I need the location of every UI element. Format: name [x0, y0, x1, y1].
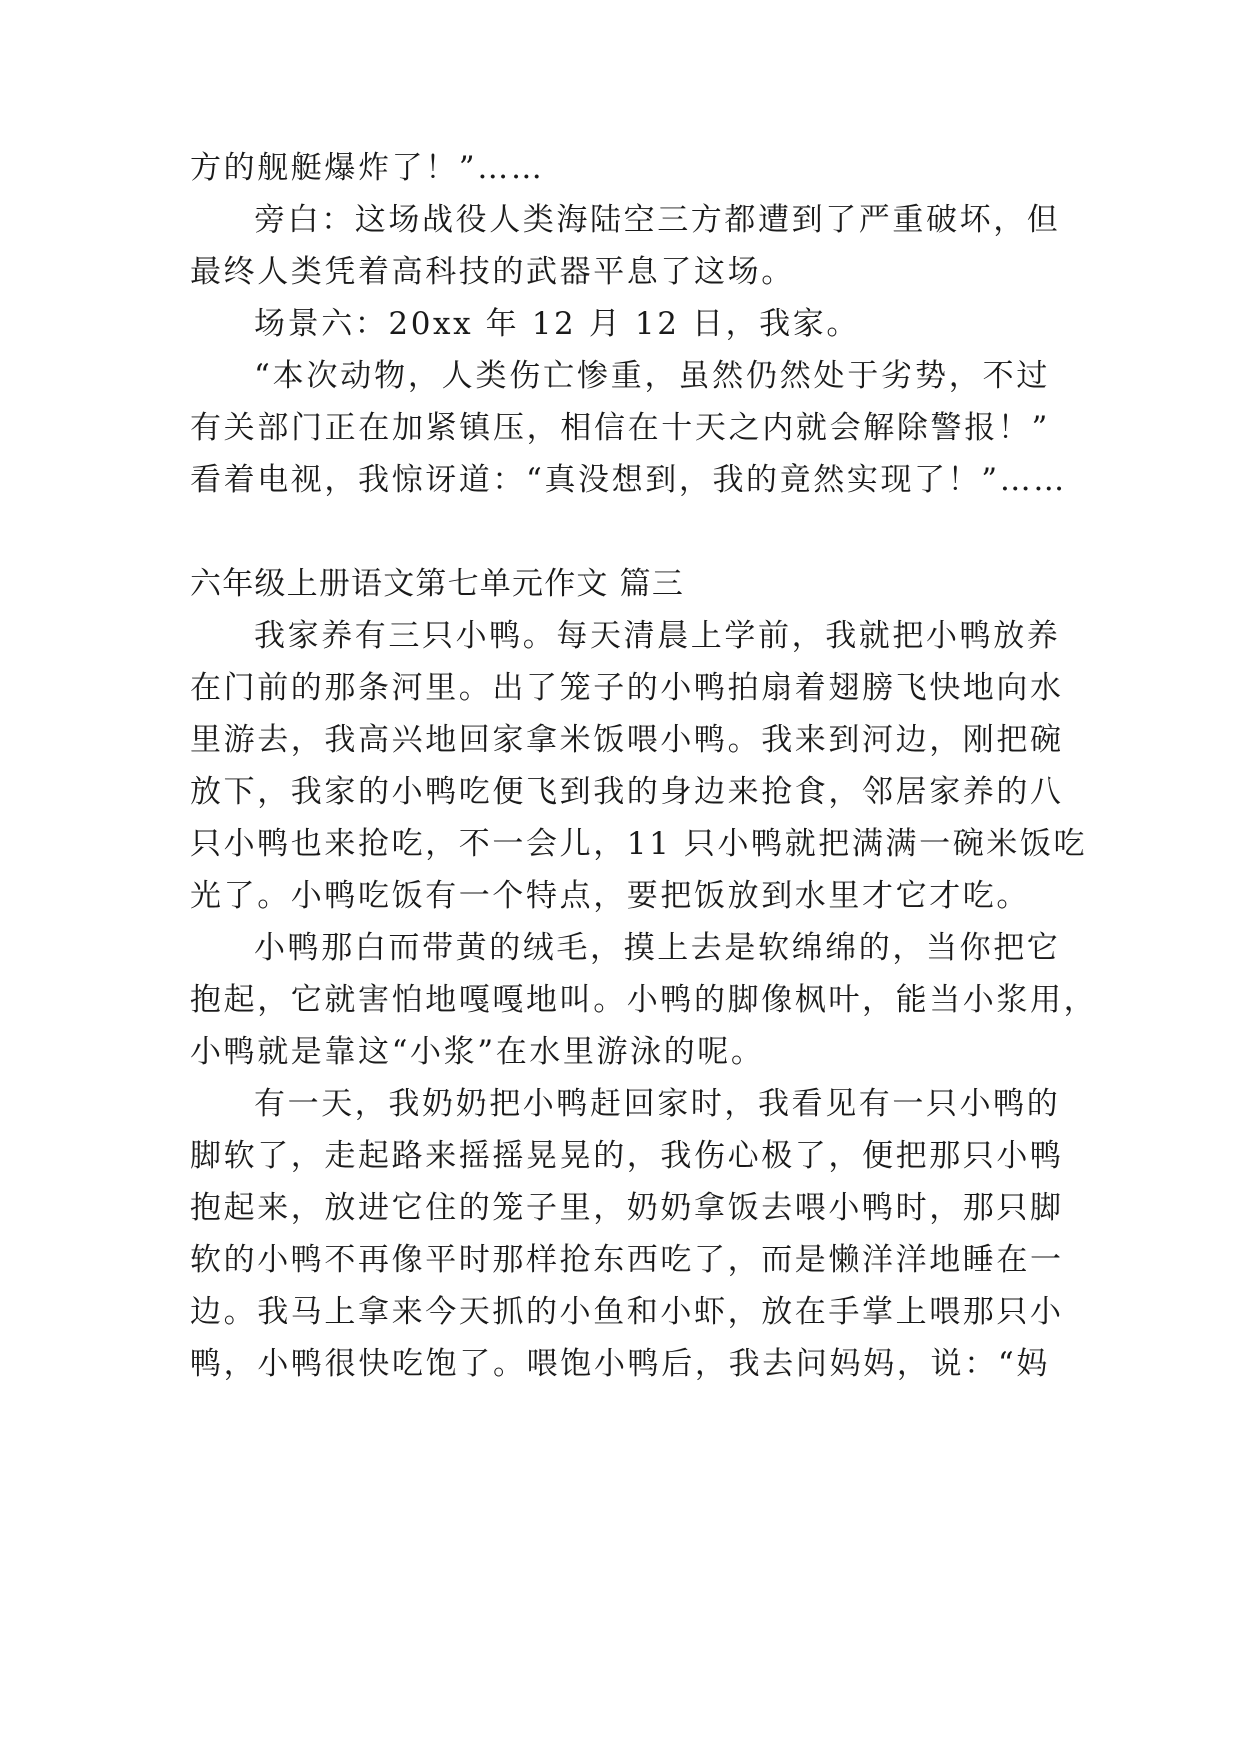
text-line: 有关部门正在加紧镇压，相信在十天之内就会解除警报！”: [190, 410, 1050, 446]
text-line: 抱起来，放进它住的笼子里，奶奶拿饭去喂小鸭时，那只脚: [190, 1190, 1064, 1226]
text-line: “本次动物，人类伤亡惨重，虽然仍然处于劣势，不过: [254, 358, 1050, 394]
text-line: 小鸭那白而带黄的绒毛，摸上去是软绵绵的，当你把它: [254, 930, 1061, 966]
text-line: 软的小鸭不再像平时那样抢东西吃了，而是懒洋洋地睡在一: [190, 1242, 1064, 1278]
text-line: 旁白：这场战役人类海陆空三方都遭到了严重破坏，但: [254, 202, 1061, 238]
text-line: 边。我马上拿来今天抓的小鱼和小虾，放在手掌上喂那只小: [190, 1294, 1064, 1330]
text-line: 鸭，小鸭很快吃饱了。喂饱小鸭后，我去问妈妈，说：“妈: [190, 1346, 1050, 1382]
text-line: 看着电视，我惊讶道：“真没想到，我的竟然实现了！”……: [190, 462, 1067, 498]
text-line: 有一天，我奶奶把小鸭赶回家时，我看见有一只小鸭的: [254, 1086, 1061, 1122]
text-line: 场景六：20xx 年 12 月 12 日，我家。: [254, 306, 860, 342]
text-line: 只小鸭也来抢吃，不一会儿，11 只小鸭就把满满一碗米饭吃: [190, 826, 1088, 862]
text-line: 抱起，它就害怕地嘎嘎地叫。小鸭的脚像枫叶，能当小浆用，: [190, 982, 1098, 1018]
section-heading: 六年级上册语文第七单元作文 篇三: [190, 566, 685, 602]
text-line: 光了。小鸭吃饭有一个特点，要把饭放到水里才它才吃。: [190, 878, 1030, 914]
text-line: 最终人类凭着高科技的武器平息了这场。: [190, 254, 795, 290]
text-line: 脚软了，走起路来摇摇晃晃的，我伤心极了，便把那只小鸭: [190, 1138, 1064, 1174]
text-line: 在门前的那条河里。出了笼子的小鸭拍扇着翅膀飞快地向水: [190, 670, 1064, 706]
text-line: 放下，我家的小鸭吃便飞到我的身边来抢食，邻居家养的八: [190, 774, 1064, 810]
text-line: 小鸭就是靠这“小浆”在水里游泳的呢。: [190, 1034, 765, 1070]
text-line: 我家养有三只小鸭。每天清晨上学前，我就把小鸭放养: [254, 618, 1061, 654]
text-line: 方的舰艇爆炸了！”……: [190, 150, 545, 186]
text-line: 里游去，我高兴地回家拿米饭喂小鸭。我来到河边，刚把碗: [190, 722, 1064, 758]
